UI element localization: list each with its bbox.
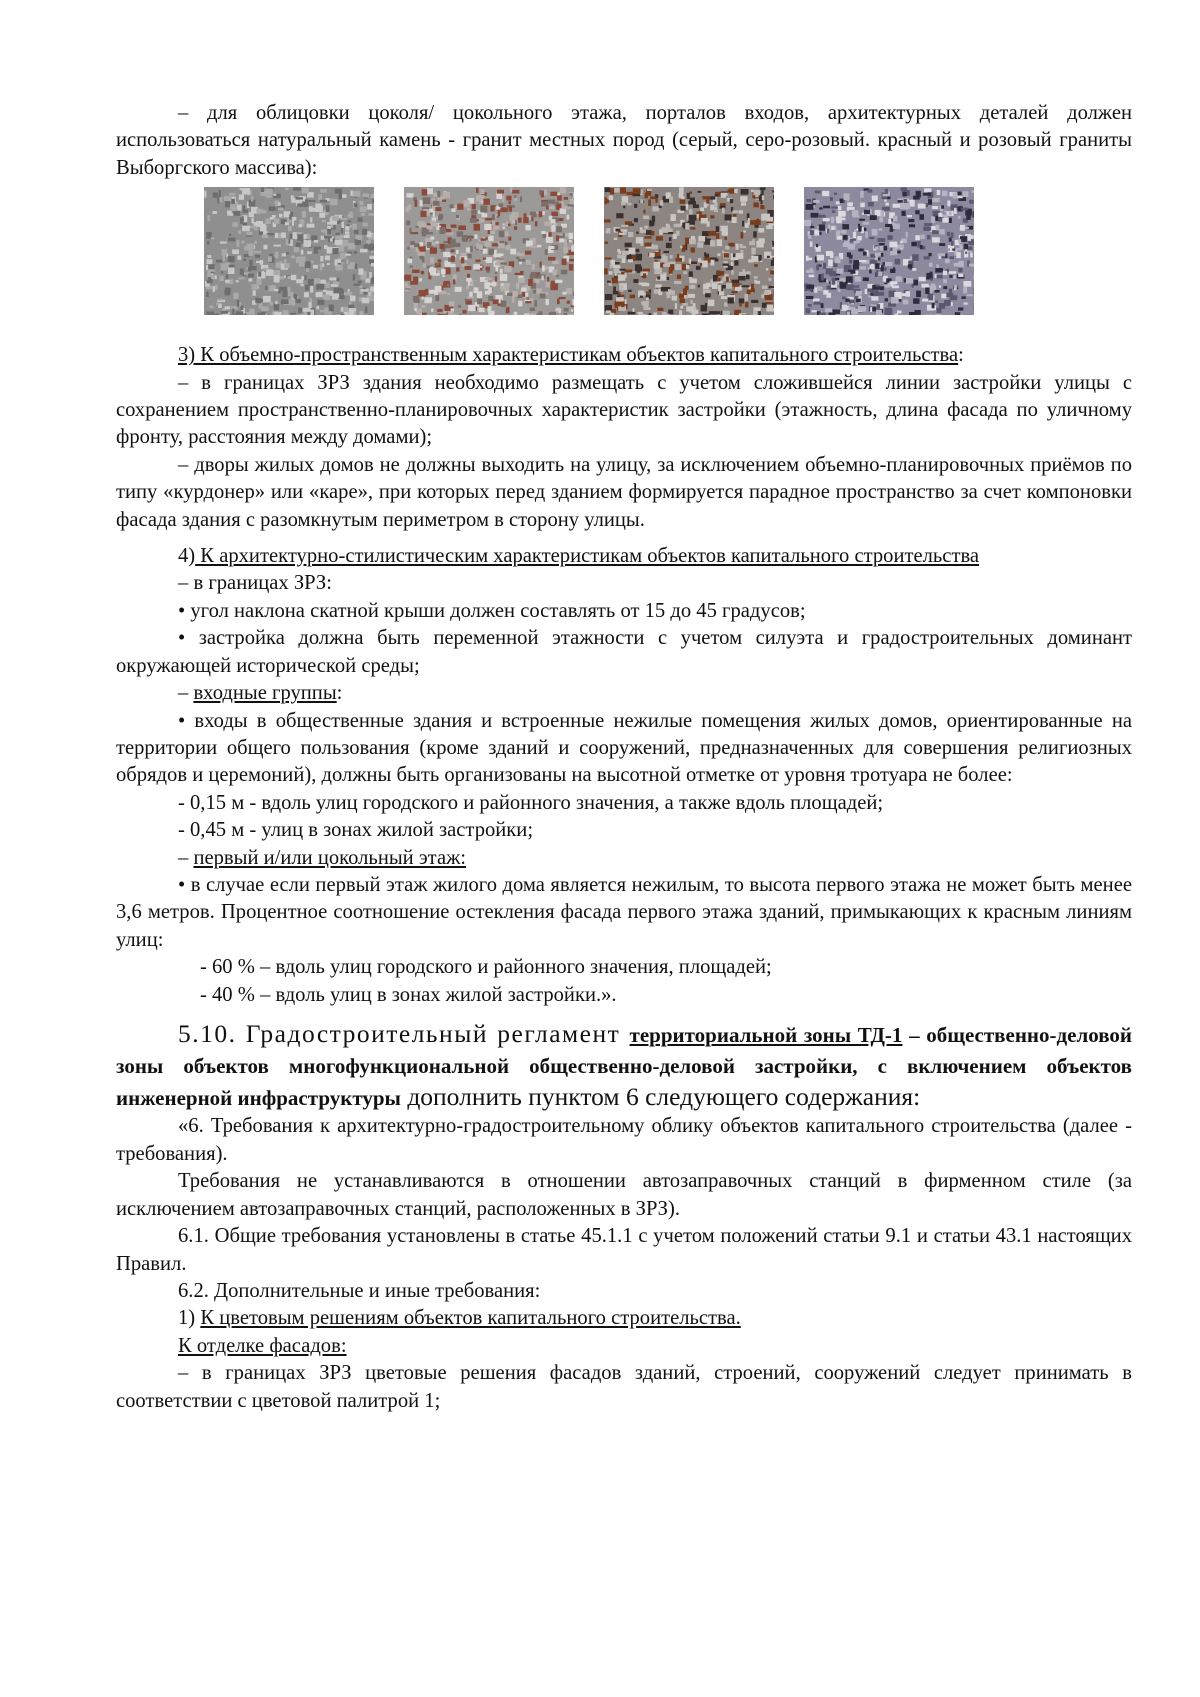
section-5-10-heading: 5.10. Градостроительный регламент территориальной зоны ТД-1 – общественно-деловой зоны объектов многофункциональной общественно-деловой застройки, с включением объектов инженерной инфраструктуры дополнить пунктом 6 следующего содержания:	[116, 1018, 1133, 1111]
section-3-title: 3) К объемно-пространственным характеристикам объектов капитального строительства	[178, 344, 959, 367]
point-6-exception: Требования не устанавливаются в отношении автозаправочных станций в фирменном стиле (за исключением автозаправочных станций, расположенных в ЗРЗ).	[116, 1170, 1132, 1220]
facade-finishing-heading: К отделке фасадов:	[178, 1334, 347, 1357]
section-4-bullet-2: • застройка должна быть переменной этажности с учетом силуэта и градостроительных доминант окружающей исторической среды;	[116, 627, 1132, 677]
facade-color-paragraph: – в границах ЗРЗ цветовые решения фасадов зданий, строений, сооружений следует принимать в соответствии с цветовой палитрой 1;	[116, 1362, 1132, 1412]
point-6-1: 6.1. Общие требования установлены в статье 45.1.1 с учетом положений статьи 9.1 и статьи 43.1 настоящих Правил.	[116, 1225, 1132, 1275]
zone-td1: территориальной зоны ТД-1	[629, 1022, 903, 1047]
point-6-2-1: 1) К цветовым решениям объектов капитального строительства.	[178, 1307, 741, 1330]
section-4-dash-2: - 0,45 м - улиц в зонах жилой застройки;	[178, 819, 534, 842]
section-4-dash-1: - 0,15 м - вдоль улиц городского и районного значения, а также вдоль площадей;	[178, 791, 884, 814]
point-6-paragraph: «6. Требования к архитектурно-градостроительному облику объектов капитального строительства (далее - требования).	[116, 1115, 1132, 1165]
section-4-dash-3: - 60 % – вдоль улиц городского и районного значения, площадей;	[200, 956, 772, 979]
section-3-paragraph-2: – дворы жилых домов не должны выходить на улицу, за исключением объемно-планировочных приёмов по типу «курдонер» или «каре», при которых перед зданием формируется парадное пространство за счет компоновки фасада здания с разомкнутым периметром в сторону улицы.	[116, 453, 1132, 531]
section-4-title: К архитектурно-стилистическим характеристикам объектов капитального строительства	[195, 545, 980, 568]
section-4-bullet-3: • входы в общественные здания и встроенные нежилые помещения жилых домов, ориентированные на территории общего пользования (кроме зданий и сооружений, предназначенных для совершения религиозных обрядов и церемоний), должны быть организованы на высотной отметке от уровня тротуара не более:	[116, 709, 1132, 787]
granite-sample-grey	[204, 187, 374, 315]
section-3-heading: 3) К объемно-пространственным характеристикам объектов капитального строительства:	[178, 344, 964, 367]
section-4-dash-4: - 40 % – вдоль улиц в зонах жилой застройки.».	[200, 983, 617, 1006]
granite-cladding-paragraph: – для облицовки цоколя/ цокольного этажа, порталов входов, архитектурных деталей должен использоваться натуральный камень - гранит местных пород (серый, серо-розовый. красный и розовый граниты Выборгского массива):	[116, 102, 1132, 179]
granite-samples	[204, 187, 1132, 315]
section-4-bullet-4: • в случае если первый этаж жилого дома является нежилым, то высота первого этажа не может быть менее 3,6 метров. Процентное соотношение остекления фасада первого этажа зданий, примыкающих к красным линиям улиц:	[116, 873, 1132, 951]
section-4-first-floor: – первый и/или цокольный этаж:	[178, 846, 467, 869]
section-4-entry-groups: – входные группы:	[178, 682, 343, 705]
section-4-zrz: – в границах ЗРЗ:	[178, 572, 332, 595]
granite-sample-pink	[804, 187, 974, 315]
granite-sample-red	[604, 187, 774, 315]
granite-sample-grey-pink	[404, 187, 574, 315]
section-3-paragraph-1: – в границах ЗРЗ здания необходимо размещать с учетом сложившейся линии застройки улицы с сохранением пространственно-планировочных характеристик застройки (этажность, длина фасада по уличному фронту, расстояния между домами);	[116, 371, 1132, 449]
point-6-2: 6.2. Дополнительные и иные требования:	[178, 1279, 541, 1302]
document-page	[116, 100, 1132, 1415]
section-4-heading: 4) К архитектурно-стилистическим характеристикам объектов капитального строительства	[178, 545, 980, 568]
section-4-bullet-1: • угол наклона скатной крыши должен составлять от 15 до 45 градусов;	[178, 599, 806, 622]
